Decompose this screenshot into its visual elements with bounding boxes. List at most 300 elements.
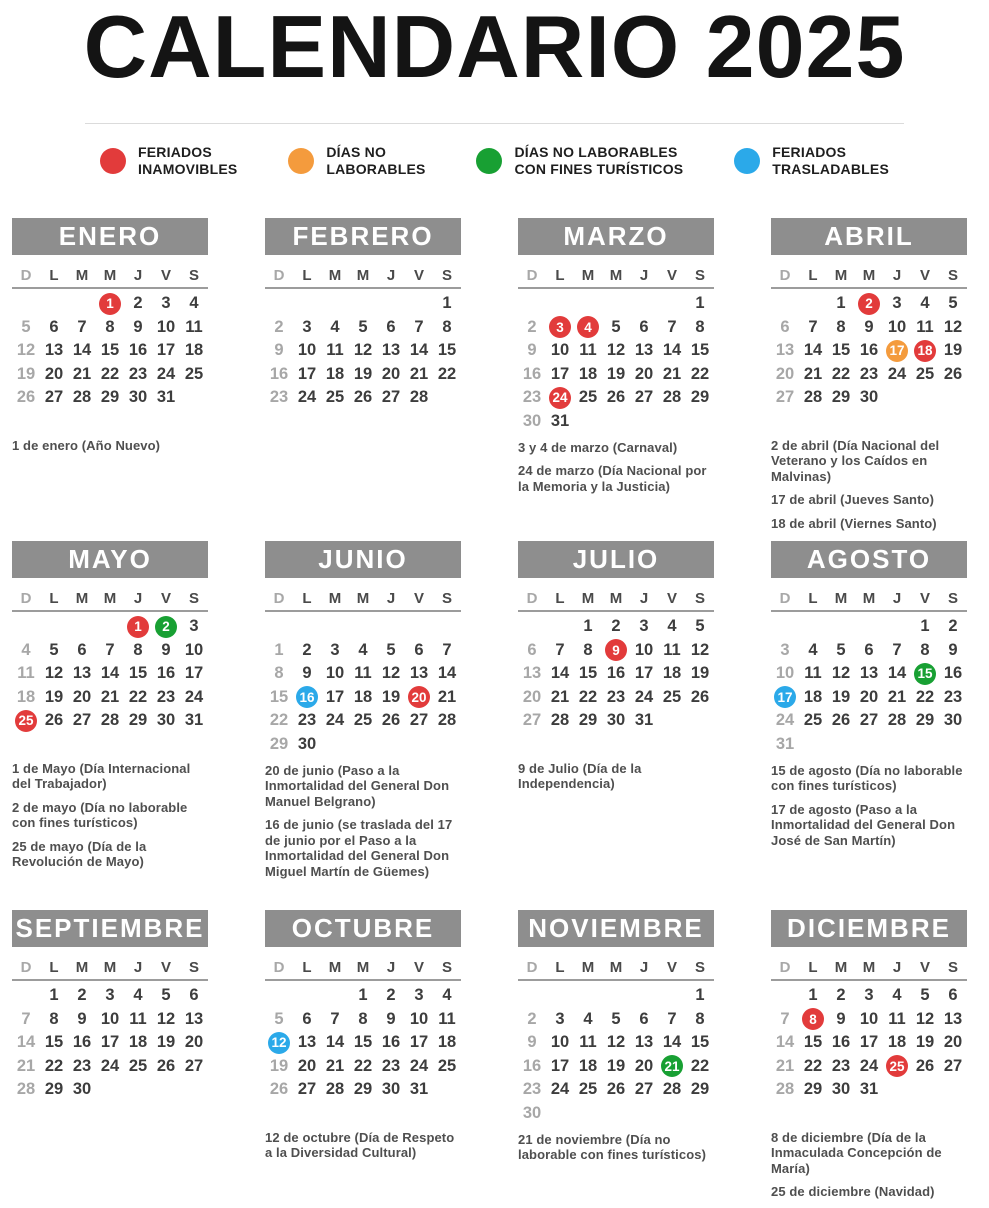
day-23: 23 <box>156 687 176 706</box>
day-empty <box>939 386 967 410</box>
weekday-label: S <box>947 266 958 284</box>
day-27: 27 <box>381 388 401 406</box>
day-14: 14 <box>100 664 120 682</box>
day-13: 13 <box>297 1033 317 1051</box>
day-30: 30 <box>156 711 176 729</box>
day-empty <box>658 984 686 1008</box>
weekday-label: M <box>581 266 595 284</box>
day-31: 31 <box>859 1080 879 1098</box>
day-empty <box>405 732 433 756</box>
day-23: 23 <box>606 687 626 706</box>
day-28: 28 <box>775 1080 795 1098</box>
days-grid <box>265 981 461 1123</box>
day-28: 28 <box>72 388 92 406</box>
day-27: 27 <box>634 388 654 406</box>
month-title: MAYO <box>68 543 152 574</box>
day-3: 3 <box>302 317 312 336</box>
day-empty <box>686 709 714 733</box>
holiday-note: 24 de marzo (Día Nacional por la Memoria y la Justicia) <box>518 463 707 494</box>
day-18: 18 <box>662 664 682 682</box>
day-empty <box>265 615 293 639</box>
day-3: 3 <box>639 617 649 635</box>
day-5: 5 <box>21 317 31 336</box>
feriados-inamovibles-dot-icon <box>100 148 126 174</box>
day-14: 14 <box>325 1033 345 1051</box>
day-25: 25 <box>915 364 935 383</box>
day-11: 11 <box>438 1009 456 1028</box>
day-empty <box>658 292 686 316</box>
month-title: SEPTIEMBRE <box>15 912 205 943</box>
holiday-note: 20 de junio (Paso a la Inmortalidad del General Don Manuel Belgrano) <box>265 762 450 809</box>
day-12 <box>265 1031 293 1055</box>
month-title: AGOSTO <box>806 543 932 574</box>
weekday-label: L <box>49 958 59 976</box>
day-11: 11 <box>804 664 822 682</box>
day-15: 15 <box>269 687 289 706</box>
holiday-red-circle: 3 <box>549 316 571 338</box>
day-28: 28 <box>409 388 429 406</box>
day-8: 8 <box>920 640 930 659</box>
day-2: 2 <box>527 1009 537 1028</box>
day-empty <box>349 615 377 639</box>
holiday-green-circle: 2 <box>155 616 177 638</box>
month-title: FEBRERO <box>292 220 434 251</box>
day-16: 16 <box>522 364 542 383</box>
day-empty <box>602 409 630 433</box>
day-23: 23 <box>381 1056 401 1075</box>
day-26: 26 <box>943 364 963 383</box>
weekday-label: S <box>694 589 705 607</box>
weekday-label: M <box>862 589 876 607</box>
days-grid <box>265 289 461 431</box>
holiday-note: 25 de mayo (Día de la Revolución de Mayo) <box>12 838 147 870</box>
day-22: 22 <box>831 364 851 383</box>
holiday-orange-circle: 17 <box>886 340 908 362</box>
weekday-label: M <box>834 266 848 284</box>
day-4: 4 <box>21 640 31 659</box>
day-25: 25 <box>803 711 823 729</box>
day-5: 5 <box>611 1009 621 1028</box>
day-6: 6 <box>302 1009 312 1028</box>
day-30: 30 <box>128 388 148 406</box>
day-6: 6 <box>414 640 424 659</box>
day-27: 27 <box>943 1056 963 1075</box>
holiday-note: 1 de Mayo (Día Internacional del Trabajador) <box>12 760 191 792</box>
day-23: 23 <box>859 364 879 383</box>
day-empty <box>12 292 40 316</box>
day-6: 6 <box>386 317 396 336</box>
day-2: 2 <box>386 986 396 1004</box>
weekday-label: M <box>581 958 595 976</box>
day-empty <box>658 409 686 433</box>
day-4: 4 <box>330 317 340 336</box>
day-23: 23 <box>269 388 289 406</box>
day-27: 27 <box>634 1080 654 1098</box>
day-28: 28 <box>100 711 120 729</box>
day-17: 17 <box>634 664 654 682</box>
month-junio <box>265 541 461 888</box>
day-30: 30 <box>943 711 963 729</box>
month-febrero <box>265 218 461 431</box>
day-29: 29 <box>831 388 851 406</box>
day-26: 26 <box>831 711 851 729</box>
day-empty <box>546 984 574 1008</box>
weekday-row <box>771 255 967 289</box>
holiday-blue-circle: 17 <box>774 686 796 708</box>
day-5: 5 <box>49 640 59 659</box>
day-11: 11 <box>354 664 372 682</box>
day-empty <box>602 292 630 316</box>
day-empty <box>12 984 40 1008</box>
day-empty <box>180 386 208 410</box>
day-13: 13 <box>522 664 542 682</box>
weekday-label: L <box>302 266 312 284</box>
day-5: 5 <box>948 294 958 312</box>
weekday-label: V <box>919 266 930 284</box>
day-empty <box>771 615 799 639</box>
day-22: 22 <box>690 364 710 383</box>
holiday-green-circle: 21 <box>661 1055 683 1077</box>
day-18: 18 <box>16 687 36 706</box>
weekday-label: L <box>555 958 565 976</box>
day-27: 27 <box>409 711 429 729</box>
weekday-label: S <box>694 958 705 976</box>
day-2: 2 <box>836 986 846 1004</box>
day-empty <box>602 1101 630 1125</box>
day-16: 16 <box>381 1033 401 1051</box>
day-9: 9 <box>274 341 284 359</box>
day-empty <box>799 732 827 756</box>
day-2 <box>152 615 180 639</box>
day-empty <box>40 615 68 639</box>
day-1 <box>96 292 124 316</box>
day-1: 1 <box>808 986 818 1004</box>
day-6: 6 <box>77 640 87 659</box>
day-21: 21 <box>409 364 429 383</box>
day-24: 24 <box>775 711 795 729</box>
day-15: 15 <box>353 1033 373 1051</box>
day-8: 8 <box>133 640 143 659</box>
day-empty <box>68 292 96 316</box>
weekday-label: J <box>386 958 396 976</box>
day-9: 9 <box>77 1009 87 1028</box>
day-10: 10 <box>550 1033 570 1051</box>
day-7: 7 <box>330 1009 340 1028</box>
day-25: 25 <box>662 687 682 706</box>
day-28: 28 <box>803 388 823 406</box>
day-21: 21 <box>100 687 120 706</box>
dias-no-laborables-dot-icon <box>288 148 314 174</box>
days-grid <box>265 612 461 756</box>
day-16: 16 <box>156 664 176 682</box>
days-grid <box>518 612 714 754</box>
holiday-red-circle: 25 <box>886 1055 908 1077</box>
day-23: 23 <box>522 388 542 406</box>
day-11: 11 <box>17 664 35 682</box>
day-16: 16 <box>859 341 879 359</box>
day-3: 3 <box>189 617 199 635</box>
month-header <box>771 218 967 255</box>
weekday-label: L <box>555 589 565 607</box>
days-grid <box>518 981 714 1125</box>
weekday-label: S <box>441 589 452 607</box>
day-empty <box>12 615 40 639</box>
day-29: 29 <box>353 1080 373 1098</box>
weekday-label: V <box>666 266 677 284</box>
day-10: 10 <box>325 664 345 682</box>
holiday-note: 15 de agosto (Día no laborable con fines turísticos) <box>771 762 963 794</box>
day-6: 6 <box>49 317 59 336</box>
month-header <box>518 541 714 578</box>
holiday-note: 25 de diciembre (Navidad) <box>771 1184 935 1200</box>
day-empty <box>771 984 799 1008</box>
day-1: 1 <box>695 986 705 1004</box>
day-25: 25 <box>353 711 373 729</box>
day-19: 19 <box>606 1056 626 1075</box>
weekday-label: M <box>609 266 623 284</box>
day-15: 15 <box>437 341 457 359</box>
month-title: NOVIEMBRE <box>528 912 704 943</box>
weekday-label: J <box>892 958 902 976</box>
day-17: 17 <box>184 664 204 682</box>
day-1: 1 <box>49 986 59 1004</box>
day-8: 8 <box>274 664 284 682</box>
day-27: 27 <box>72 711 92 729</box>
day-12: 12 <box>16 341 36 359</box>
day-14: 14 <box>16 1033 36 1051</box>
holiday-red-circle: 4 <box>577 316 599 338</box>
day-13: 13 <box>943 1009 963 1028</box>
day-14: 14 <box>662 1033 682 1051</box>
day-4: 4 <box>189 294 199 312</box>
day-2: 2 <box>77 986 87 1004</box>
day-22: 22 <box>269 711 289 729</box>
day-18 <box>911 339 939 363</box>
day-22: 22 <box>803 1056 823 1075</box>
days-grid <box>518 289 714 433</box>
holiday-note: 21 de noviembre (Día no laborable con fines turísticos) <box>518 1131 707 1163</box>
holiday-note: 18 de abril (Viernes Santo) <box>771 515 937 531</box>
day-31: 31 <box>184 711 204 729</box>
day-22: 22 <box>690 1056 710 1075</box>
day-10: 10 <box>297 341 317 359</box>
day-12: 12 <box>156 1009 176 1028</box>
day-empty <box>827 615 855 639</box>
day-20: 20 <box>859 687 879 706</box>
weekday-label: J <box>639 266 649 284</box>
day-empty <box>827 732 855 756</box>
month-header <box>265 910 461 947</box>
day-empty <box>630 409 658 433</box>
weekday-label: L <box>49 266 59 284</box>
day-19: 19 <box>353 364 373 383</box>
day-11: 11 <box>888 1009 906 1028</box>
day-28: 28 <box>887 711 907 729</box>
day-1 <box>124 615 152 639</box>
days-grid <box>771 612 967 756</box>
weekday-label: M <box>862 266 876 284</box>
day-21 <box>658 1054 686 1078</box>
day-26: 26 <box>606 388 626 406</box>
day-21: 21 <box>72 364 92 383</box>
month-title: DICIEMBRE <box>787 912 951 943</box>
day-16: 16 <box>72 1033 92 1051</box>
holiday-note: 1 de enero (Año Nuevo) <box>12 437 161 453</box>
weekday-label: L <box>302 589 312 607</box>
weekday-label: D <box>273 958 285 976</box>
weekday-row <box>265 578 461 612</box>
day-17: 17 <box>156 341 176 359</box>
day-21: 21 <box>325 1056 345 1075</box>
day-17: 17 <box>100 1033 120 1051</box>
holiday-red-circle: 1 <box>127 616 149 638</box>
day-26: 26 <box>269 1080 289 1098</box>
holiday-note: 12 de octubre (Día de Respeto a la Diversidad Cultural) <box>265 1129 455 1161</box>
day-6: 6 <box>639 1009 649 1028</box>
weekday-label: D <box>526 266 538 284</box>
day-empty <box>518 984 546 1008</box>
day-14: 14 <box>550 664 570 682</box>
day-31: 31 <box>550 411 570 430</box>
day-3: 3 <box>414 986 424 1004</box>
day-25 <box>883 1054 911 1078</box>
day-27: 27 <box>522 711 542 729</box>
day-13: 13 <box>634 1033 654 1051</box>
holiday-note: 9 de Julio (Día de la Independencia) <box>518 760 642 792</box>
weekday-label: M <box>862 958 876 976</box>
day-2: 2 <box>948 617 958 635</box>
day-empty <box>377 292 405 316</box>
month-julio <box>518 541 714 800</box>
day-12: 12 <box>915 1009 935 1028</box>
day-9: 9 <box>527 1033 537 1051</box>
day-23: 23 <box>297 711 317 729</box>
weekday-label: V <box>160 266 171 284</box>
day-4: 4 <box>808 640 818 659</box>
day-6: 6 <box>189 986 199 1004</box>
weekday-label: D <box>779 266 791 284</box>
weekday-label: M <box>356 266 370 284</box>
day-empty <box>883 386 911 410</box>
month-title: ABRIL <box>824 220 914 251</box>
day-12: 12 <box>353 341 373 359</box>
day-empty <box>433 1078 461 1102</box>
day-19: 19 <box>606 364 626 383</box>
day-5: 5 <box>920 986 930 1004</box>
day-13: 13 <box>634 341 654 359</box>
day-empty <box>293 984 321 1008</box>
holiday-red-circle: 8 <box>802 1008 824 1030</box>
day-empty <box>265 292 293 316</box>
day-6: 6 <box>527 640 537 659</box>
day-30: 30 <box>297 734 317 753</box>
day-12: 12 <box>381 664 401 682</box>
weekday-label: M <box>103 589 117 607</box>
weekday-row <box>518 947 714 981</box>
day-empty <box>799 615 827 639</box>
day-27: 27 <box>44 388 64 406</box>
day-16: 16 <box>522 1056 542 1075</box>
weekday-row <box>12 578 208 612</box>
day-13: 13 <box>184 1009 204 1028</box>
day-25: 25 <box>128 1056 148 1075</box>
day-10: 10 <box>100 1009 120 1028</box>
month-notes <box>771 1130 967 1200</box>
month-notes <box>265 1130 461 1161</box>
day-empty <box>321 984 349 1008</box>
day-14: 14 <box>662 341 682 359</box>
day-empty <box>433 615 461 639</box>
day-20: 20 <box>184 1033 204 1051</box>
weekday-label: M <box>581 589 595 607</box>
day-8: 8 <box>105 317 115 336</box>
day-26: 26 <box>915 1056 935 1075</box>
day-18: 18 <box>325 364 345 383</box>
day-7: 7 <box>808 317 818 336</box>
day-31: 31 <box>156 388 176 406</box>
day-7: 7 <box>780 1009 790 1028</box>
day-24: 24 <box>297 388 317 406</box>
weekday-label: V <box>160 589 171 607</box>
month-header <box>265 218 461 255</box>
day-1: 1 <box>920 617 930 635</box>
weekday-row <box>265 947 461 981</box>
day-empty <box>911 732 939 756</box>
day-7: 7 <box>892 640 902 659</box>
holiday-blue-circle: 16 <box>296 686 318 708</box>
day-7: 7 <box>667 317 677 336</box>
day-30: 30 <box>522 1103 542 1122</box>
days-grid <box>771 289 967 431</box>
day-10: 10 <box>409 1009 429 1028</box>
day-7: 7 <box>667 1009 677 1028</box>
day-26: 26 <box>690 687 710 706</box>
day-empty <box>124 1078 152 1102</box>
day-6: 6 <box>864 640 874 659</box>
month-septiembre <box>12 910 208 1123</box>
weekday-label: V <box>413 958 424 976</box>
day-8: 8 <box>358 1009 368 1028</box>
day-20: 20 <box>72 687 92 706</box>
weekday-row <box>771 578 967 612</box>
weekday-label: M <box>356 958 370 976</box>
weekday-row <box>771 947 967 981</box>
holiday-note: 16 de junio (se traslada del 17 de junio por el Paso a la Inmortalidad del General Don Miguel Martín de Güemes) <box>265 817 453 879</box>
holiday-red-circle: 2 <box>858 293 880 315</box>
day-14: 14 <box>409 341 429 359</box>
day-25: 25 <box>325 388 345 406</box>
day-21: 21 <box>550 687 570 706</box>
weekday-label: M <box>75 958 89 976</box>
month-title: OCTUBRE <box>291 912 435 943</box>
day-empty <box>405 615 433 639</box>
weekday-label: J <box>133 266 143 284</box>
day-empty <box>855 732 883 756</box>
weekday-label: D <box>526 958 538 976</box>
day-27: 27 <box>184 1056 204 1075</box>
day-18: 18 <box>128 1033 148 1051</box>
weekday-label: M <box>328 958 342 976</box>
day-empty <box>293 615 321 639</box>
weekday-label: J <box>892 589 902 607</box>
day-24: 24 <box>409 1056 429 1075</box>
day-27: 27 <box>775 388 795 406</box>
day-10: 10 <box>156 317 176 336</box>
holiday-note: 3 y 4 de marzo (Carnaval) <box>518 439 678 455</box>
day-3: 3 <box>555 1009 565 1028</box>
day-20: 20 <box>634 364 654 383</box>
day-8: 8 <box>49 1009 59 1028</box>
